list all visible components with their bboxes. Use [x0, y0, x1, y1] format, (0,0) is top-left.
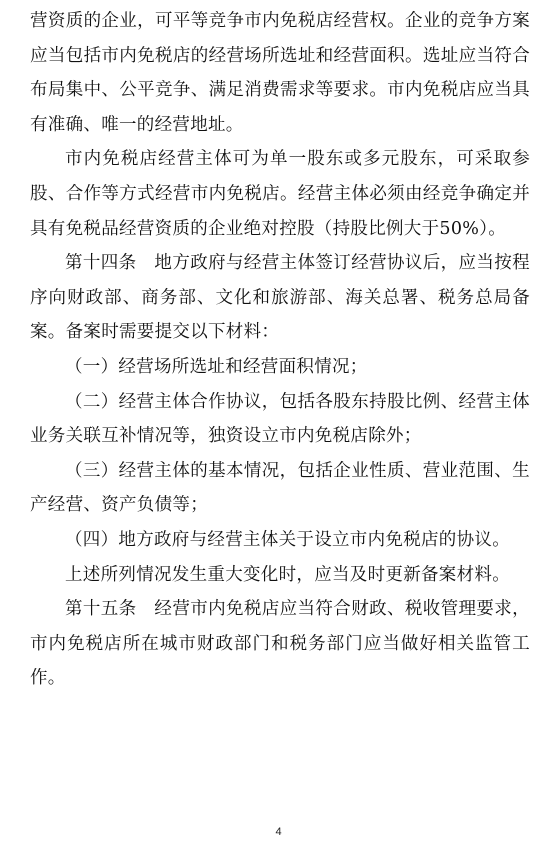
paragraph-shareholders: 市内免税店经营主体可为单一股东或多元股东，可采取参股、合作等方式经营市内免税店。经营主体必须由经竞争确定并具有免税品经营资质的企业绝对控股（持股比例大于50%）。: [30, 149, 530, 239]
paragraph-article-15: 第十五条 经营市内免税店应当符合财政、税收管理要求，市内免税店所在城市财政部门和税务部门应当做好相关监管工作。: [30, 599, 530, 689]
paragraph-continuation: 营资质的企业，可平等竞争市内免税店经营权。企业的竞争方案应当包括市内免税店的经营场所选址和经营面积。选址应当符合布局集中、公平竞争、满足消费需求等要求。市内免税店应当具有准确、唯一的经营地址。: [30, 11, 530, 135]
list-item-1: （一）经营场所选址和经营面积情况；: [65, 356, 368, 377]
page-number: 4: [275, 826, 282, 838]
paragraph-update-notice: 上述所列情况发生重大变化时，应当及时更新备案材料。: [65, 564, 510, 585]
list-item-3: （三）经营主体的基本情况，包括企业性质、营业范围、生产经营、资产负债等；: [30, 460, 530, 516]
paragraph-article-14: 第十四条 地方政府与经营主体签订经营协议后，应当按程序向财政部、商务部、文化和旅游部、海关总署、税务总局备案。备案时需要提交以下材料：: [30, 253, 530, 343]
document-body: [30, 4, 530, 696]
list-item-4: （四）地方政府与经营主体关于设立市内免税店的协议。: [65, 529, 510, 550]
list-item-2: （二）经营主体合作协议，包括各股东持股比例、经营主体业务关联互补情况等，独资设立市内免税店除外；: [30, 391, 530, 447]
